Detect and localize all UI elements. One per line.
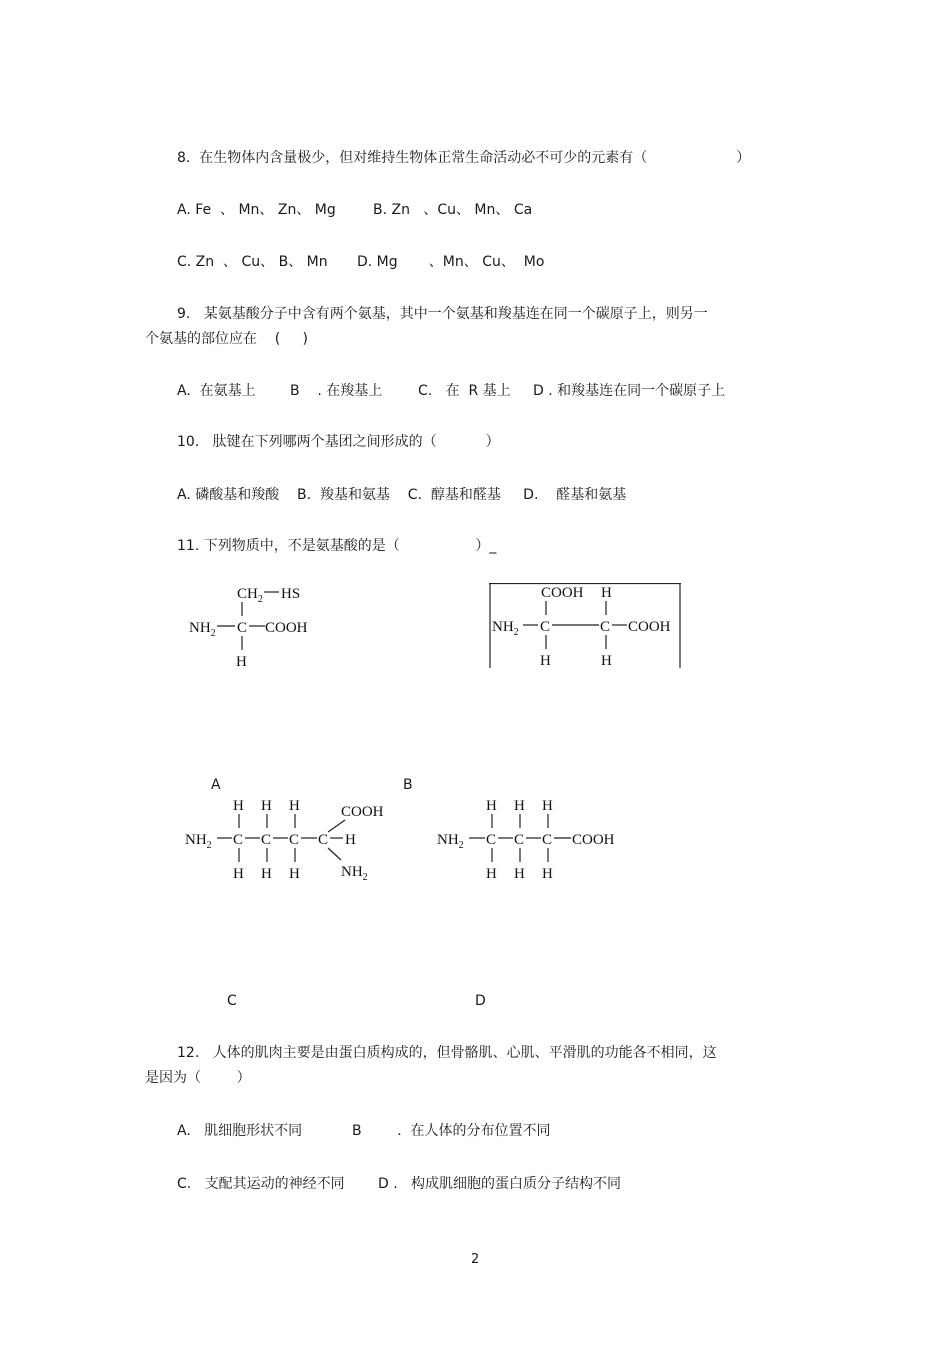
molecule-label-d: D: [475, 993, 486, 1009]
svg-text:C: C: [261, 832, 272, 848]
svg-text:H: H: [261, 798, 272, 814]
svg-text:H: H: [261, 866, 272, 882]
svg-text:COOH: COOH: [628, 619, 671, 635]
molecule-label-b: B: [403, 777, 413, 793]
svg-text:H: H: [289, 866, 300, 882]
svg-text:H: H: [601, 585, 612, 601]
svg-text:NH2: $NH_2$: [492, 619, 519, 638]
svg-text:NH2: $NH_2$: [189, 620, 216, 639]
svg-text:NH2: $NH_2$: [341, 864, 368, 883]
q12-option-d: D . 构成肌细胞的蛋白质分子结构不同: [378, 1176, 622, 1192]
molecule-d: [435, 796, 630, 888]
svg-text:H: H: [345, 832, 356, 848]
molecule-b: [489, 583, 681, 668]
q9-option-b: B . 在羧基上: [290, 383, 383, 399]
q9-stem-line1: 9. 某氨基酸分子中含有两个氨基，其中一个氨基和羧基连在同一个碳原子上，则另一: [177, 306, 708, 322]
svg-text:C: C: [318, 832, 329, 848]
svg-text:H: H: [514, 866, 525, 882]
q12-stem-line1: 12. 人体的肌肉主要是由蛋白质构成的，但骨骼肌、心肌、平滑肌的功能各不相同，这: [177, 1045, 717, 1061]
q12-option-a: A. 肌细胞形状不同: [177, 1123, 303, 1139]
q9-option-d: D . 和羧基连在同一个碳原子上: [533, 383, 726, 399]
q10-stem: 10. 肽键在下列哪两个基团之间形成的（ ）: [177, 434, 500, 450]
svg-text:H: H: [233, 798, 244, 814]
q11-stem: 11. 下列物质中，不是氨基酸的是（ ）_: [177, 538, 497, 554]
svg-text:H: H: [542, 866, 553, 882]
molecule-label-a: A: [211, 777, 221, 793]
svg-text:HS: HS: [281, 586, 301, 602]
svg-text:COOH: COOH: [265, 620, 308, 636]
svg-text:C: C: [540, 619, 551, 635]
svg-text:H: H: [542, 798, 553, 814]
svg-text:NH2: $NH_2$: [437, 832, 464, 851]
q12-stem-line2: 是因为（ ）: [145, 1070, 251, 1086]
svg-text:C: C: [600, 619, 611, 635]
svg-text:C: C: [486, 832, 497, 848]
q8-option-b: B. Zn 、Cu、 Mn、 Ca: [373, 202, 533, 218]
svg-text:C: C: [237, 620, 248, 636]
svg-text:H: H: [486, 866, 497, 882]
q8-option-c: C. Zn 、 Cu、 B、 Mn: [177, 254, 328, 270]
q8-stem: 8. 在生物体内含量极少，但对维持生物体正常生命活动必不可少的元素有（ ）: [177, 150, 751, 166]
q12-option-c: C. 支配其运动的神经不同: [177, 1176, 345, 1192]
svg-text:H: H: [236, 654, 247, 670]
svg-text:C: C: [289, 832, 300, 848]
q10-options: A. 磷酸基和羧酸 B. 羧基和氨基 C. 醇基和醛基 D. 醛基和氨基: [177, 487, 627, 503]
svg-text:CH2: $CH_2$: [237, 586, 263, 605]
svg-text:COOH: COOH: [572, 832, 615, 848]
svg-text:COOH: COOH: [341, 804, 384, 820]
svg-text:H: H: [289, 798, 300, 814]
molecule-c: [183, 796, 398, 888]
svg-text:H: H: [514, 798, 525, 814]
q8-option-a: A. Fe 、 Mn、 Zn、 Mg: [177, 202, 336, 218]
q9-option-a: A. 在氨基上: [177, 383, 256, 399]
q9-stem-line2: 个氨基的部位应在 ( ): [145, 331, 308, 347]
svg-text:C: C: [514, 832, 525, 848]
svg-text:C: C: [542, 832, 553, 848]
page-number: 2: [471, 1252, 480, 1267]
molecule-a: [185, 578, 335, 674]
svg-text:H: H: [601, 653, 612, 668]
svg-text:NH2: $NH_2$: [185, 832, 212, 851]
molecule-label-c: C: [227, 993, 237, 1009]
svg-text:H: H: [233, 866, 244, 882]
svg-text:H: H: [540, 653, 551, 668]
svg-text:C: C: [233, 832, 244, 848]
q8-option-d: D. Mg 、Mn、 Cu、 Mo: [357, 254, 545, 270]
q9-option-c: C. 在 R 基上: [418, 383, 511, 399]
q12-option-b: B . 在人体的分布位置不同: [352, 1123, 551, 1139]
svg-text:COOH: COOH: [541, 585, 584, 601]
svg-text:H: H: [486, 798, 497, 814]
